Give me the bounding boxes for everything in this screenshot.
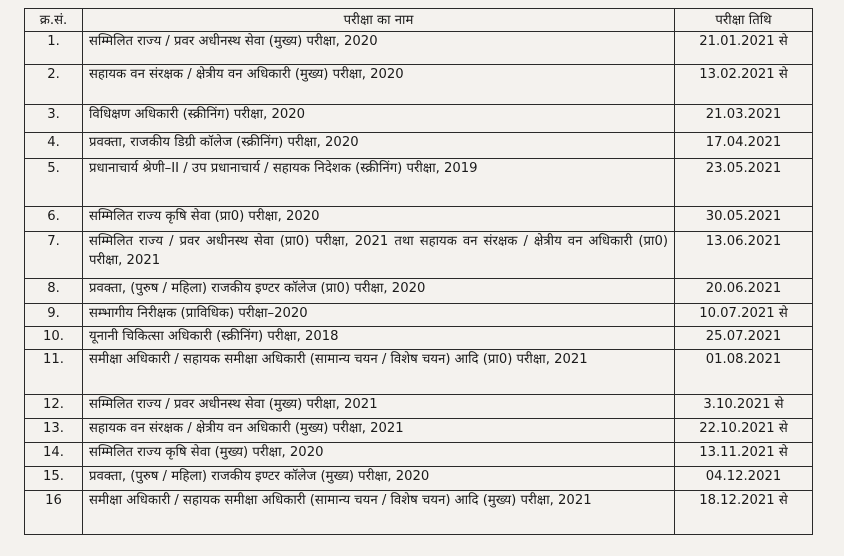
row-serial: 7. [25,232,83,279]
row-exam-name: विधिक्षण अधिकारी (स्क्रीनिंग) परीक्षा, 2020 [83,105,675,133]
row-exam-date: 21.01.2021 से [675,32,813,65]
table-row [25,159,813,207]
row-serial: 1. [25,32,83,65]
table-row [25,327,813,350]
row-exam-name: प्रवक्ता, राजकीय डिग्री कॉलेज (स्क्रीनिंग) परीक्षा, 2020 [83,133,675,159]
row-exam-name: समीक्षा अधिकारी / सहायक समीक्षा अधिकारी (सामान्य चयन / विशेष चयन) आदि (मुख्य) परीक्षा, 2021 [83,491,675,535]
table-row [25,65,813,105]
table-row [25,395,813,419]
exam-schedule-table [24,8,813,535]
row-exam-date: 20.06.2021 [675,279,813,304]
row-serial: 3. [25,105,83,133]
row-exam-date: 30.05.2021 [675,207,813,232]
row-exam-name: सम्मिलित राज्य / प्रवर अधीनस्थ सेवा (मुख्य) परीक्षा, 2020 [83,32,675,65]
row-exam-date: 17.04.2021 [675,133,813,159]
row-serial: 8. [25,279,83,304]
row-exam-date: 18.12.2021 से [675,491,813,535]
row-exam-date: 25.07.2021 [675,327,813,350]
row-exam-name: सहायक वन संरक्षक / क्षेत्रीय वन अधिकारी (मुख्य) परीक्षा, 2021 [83,419,675,443]
table-row [25,32,813,65]
table-row [25,105,813,133]
row-serial: 5. [25,159,83,207]
row-exam-date: 04.12.2021 [675,467,813,491]
table-header-row [25,9,813,32]
row-serial: 4. [25,133,83,159]
row-serial: 13. [25,419,83,443]
row-exam-date: 3.10.2021 से [675,395,813,419]
row-exam-name: सम्मिलित राज्य कृषि सेवा (प्रा0) परीक्षा, 2020 [83,207,675,232]
row-serial: 9. [25,304,83,327]
row-serial: 11. [25,350,83,395]
row-exam-name: प्रवक्ता, (पुरुष / महिला) राजकीय इण्टर कॉलेज (प्रा0) परीक्षा, 2020 [83,279,675,304]
table-row [25,419,813,443]
row-serial: 16 [25,491,83,535]
table-row [25,133,813,159]
row-exam-date: 23.05.2021 [675,159,813,207]
row-exam-name: सम्मिलित राज्य / प्रवर अधीनस्थ सेवा (मुख्य) परीक्षा, 2021 [83,395,675,419]
row-serial: 12. [25,395,83,419]
row-serial: 2. [25,65,83,105]
row-exam-date: 01.08.2021 [675,350,813,395]
row-exam-name: प्रवक्ता, (पुरुष / महिला) राजकीय इण्टर कॉलेज (मुख्य) परीक्षा, 2020 [83,467,675,491]
row-exam-name: सम्मिलित राज्य / प्रवर अधीनस्थ सेवा (प्रा0) परीक्षा, 2021 तथा सहायक वन संरक्षक / क्षेत्रीय वन अधिकारी (प्रा0) परीक्षा, 2021 [83,232,675,279]
row-exam-date: 13.02.2021 से [675,65,813,105]
table-row [25,491,813,535]
row-exam-name: समीक्षा अधिकारी / सहायक समीक्षा अधिकारी (सामान्य चयन / विशेष चयन) आदि (प्रा0) परीक्षा, 2021 [83,350,675,395]
table-row [25,232,813,279]
row-serial: 14. [25,443,83,467]
row-exam-name: सहायक वन संरक्षक / क्षेत्रीय वन अधिकारी (मुख्य) परीक्षा, 2020 [83,65,675,105]
row-exam-name: सम्मिलित राज्य कृषि सेवा (मुख्य) परीक्षा, 2020 [83,443,675,467]
table-row [25,467,813,491]
header-exam-date: परीक्षा तिथि [675,9,813,32]
row-exam-name: सम्भागीय निरीक्षक (प्राविधिक) परीक्षा–2020 [83,304,675,327]
row-serial: 15. [25,467,83,491]
header-exam-name: परीक्षा का नाम [83,9,675,32]
row-serial: 6. [25,207,83,232]
row-exam-date: 22.10.2021 से [675,419,813,443]
row-serial: 10. [25,327,83,350]
row-exam-date: 13.06.2021 [675,232,813,279]
table-row [25,279,813,304]
header-serial: क्र.सं. [25,9,83,32]
row-exam-date: 13.11.2021 से [675,443,813,467]
row-exam-date: 21.03.2021 [675,105,813,133]
row-exam-name: प्रधानाचार्य श्रेणी–II / उप प्रधानाचार्य / सहायक निदेशक (स्क्रीनिंग) परीक्षा, 2019 [83,159,675,207]
table-row [25,443,813,467]
table-row [25,207,813,232]
row-exam-date: 10.07.2021 से [675,304,813,327]
table-row [25,350,813,395]
row-exam-name: यूनानी चिकित्सा अधिकारी (स्क्रीनिंग) परीक्षा, 2018 [83,327,675,350]
table-row [25,304,813,327]
